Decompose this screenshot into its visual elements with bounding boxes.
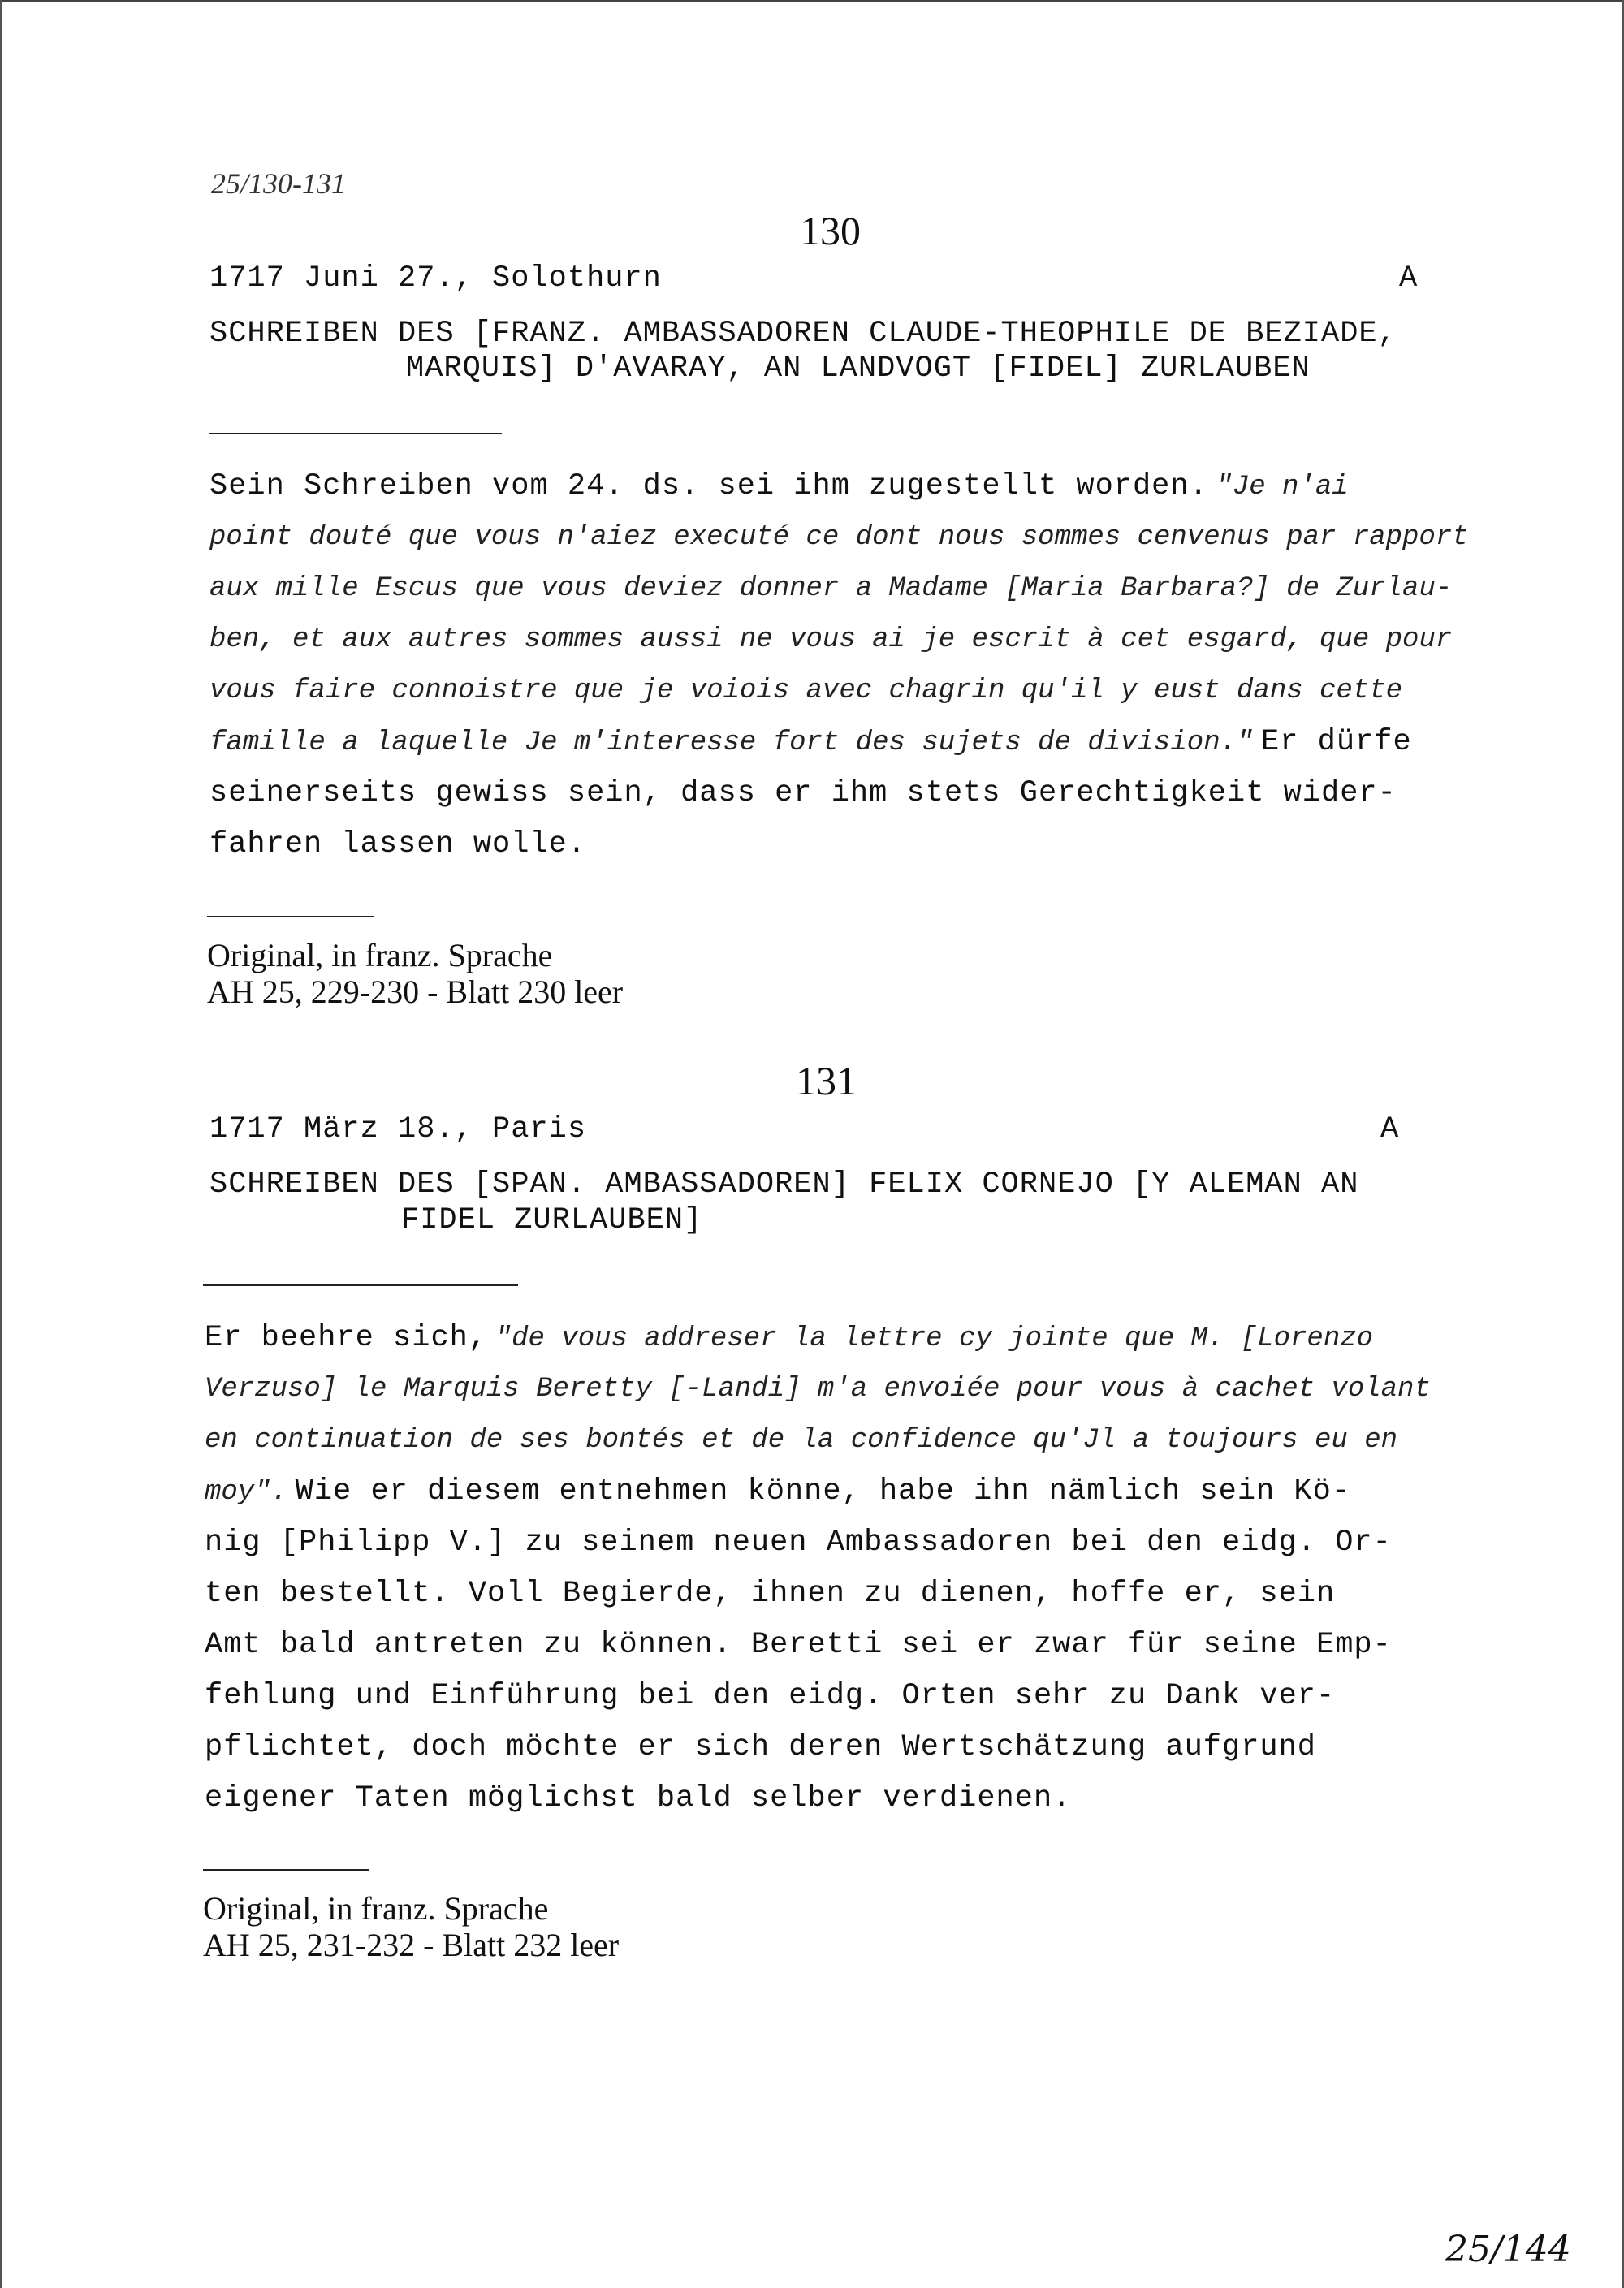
doc131-title-line-1: SCHREIBEN DES [SPAN. AMBASSADOREN] FELIX CORNEJO [Y ALEMAN AN — [209, 1168, 1359, 1202]
doc131-body-text: Er beehre sich, — [205, 1321, 488, 1355]
doc131-title-rule — [203, 1284, 518, 1286]
doc130-body-text: Er dürfe — [1261, 725, 1412, 759]
doc130-marker: A — [1399, 261, 1419, 296]
doc130-quote-text: famille a laquelle Je m'interesse fort des sujets de division." — [209, 727, 1254, 758]
doc131-body-text: ten bestellt. Voll Begierde, ihnen zu dienen, hoffe er, sein — [205, 1577, 1336, 1611]
doc130-title-line-2: MARQUIS] D'AVARAY, AN LANDVOGT [FIDEL] ZURLAUBEN — [406, 352, 1311, 386]
doc130-quote-text: point douté que vous n'aiez executé ce dont nous sommes cenvenus par rapport — [209, 522, 1469, 553]
doc131-archive-reference: AH 25, 231-232 - Blatt 232 leer — [203, 1927, 620, 1963]
doc131-source-note: Original, in franz. Sprache — [203, 1890, 549, 1927]
doc130-date-place: 1717 Juni 27., Solothurn — [209, 261, 662, 296]
doc131-body-text: Wie er diesem entnehmen könne, habe ihn nämlich sein Kö- — [295, 1474, 1351, 1509]
doc131-quote-text: "de vous addreser la lettre cy jointe que M. [Lorenzo — [495, 1323, 1374, 1354]
doc131-quote-text: moy". — [205, 1477, 288, 1508]
page-border-top — [0, 0, 1624, 2]
doc130-title-line-1: SCHREIBEN DES [FRANZ. AMBASSADOREN CLAUDE-THEOPHILE DE BEZIADE, — [209, 317, 1397, 351]
doc130-title-rule — [209, 433, 502, 434]
doc130-quote-text: ben, et aux autres sommes aussi ne vous ai je escrit à cet esgard, que pour — [209, 624, 1453, 655]
page-reference: 25/130-131 — [211, 167, 346, 200]
doc131-quote-text: en continuation de ses bontés et de la confidence qu'Jl a toujours eu en — [205, 1425, 1398, 1456]
doc131-body-text: Amt bald antreten zu können. Beretti sei er zwar für seine Emp- — [205, 1628, 1392, 1662]
doc131-note-rule — [203, 1869, 369, 1871]
doc130-body-text: seinerseits gewiss sein, dass er ihm stets Gerechtigkeit wider- — [209, 776, 1397, 810]
doc131-title-line-2: FIDEL ZURLAUBEN] — [401, 1203, 703, 1237]
doc130-source-note: Original, in franz. Sprache — [207, 937, 553, 973]
doc131-body-text: eigener Taten möglichst bald selber verdienen. — [205, 1781, 1072, 1815]
doc131-body-text: pflichtet, doch möchte er sich deren Wertschätzung aufgrund — [205, 1730, 1317, 1764]
document-number-130: 130 — [800, 208, 861, 253]
doc130-quote-text: vous faire connoistre que je voiois avec chagrin qu'il y eust dans cette — [209, 676, 1403, 706]
page-border-left — [0, 0, 2, 2288]
doc130-archive-reference: AH 25, 229-230 - Blatt 230 leer — [207, 973, 624, 1010]
doc131-body-text: fehlung und Einführung bei den eidg. Orten sehr zu Dank ver- — [205, 1679, 1336, 1713]
document-number-131: 131 — [796, 1058, 857, 1103]
doc130-body-text: Sein Schreiben vom 24. ds. sei ihm zugestellt worden. — [209, 469, 1208, 503]
doc130-note-rule — [207, 916, 374, 917]
doc131-body-text: nig [Philipp V.] zu seinem neuen Ambassadoren bei den eidg. Or- — [205, 1526, 1392, 1560]
doc131-marker: A — [1380, 1112, 1400, 1146]
doc130-quote-text: aux mille Escus que vous deviez donner a Madame [Maria Barbara?] de Zurlau- — [209, 573, 1453, 604]
doc131-quote-text: Verzuso] le Marquis Beretty [-Landi] m'a envoiée pour vous à cachet volant — [205, 1374, 1431, 1405]
doc131-date-place: 1717 März 18., Paris — [209, 1112, 587, 1146]
doc130-body — [209, 461, 1469, 870]
doc131-body — [205, 1313, 1455, 1824]
doc130-quote-text: "Je n'ai — [1216, 472, 1349, 503]
handwritten-page-mark: 25/144 — [1445, 2229, 1571, 2270]
doc130-body-text: fahren lassen wolle. — [209, 827, 587, 861]
